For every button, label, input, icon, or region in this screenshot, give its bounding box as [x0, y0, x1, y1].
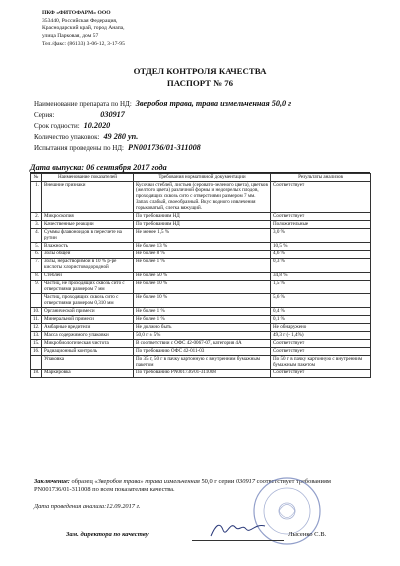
- row-indicator: Качественные реакции: [42, 221, 134, 229]
- row-indicator: Микробиологическая чистота: [42, 340, 134, 348]
- company-address-line: Краснодарский край, город Анапа,: [42, 25, 125, 32]
- table-row: [31, 258, 371, 272]
- col-header-indicator: Наименование показателей: [42, 174, 134, 182]
- row-requirement: Не менее 1,5 %: [134, 229, 271, 243]
- table-row: [31, 348, 371, 356]
- conclusion-label: Заключение:: [34, 478, 70, 485]
- series-label: Серия:: [34, 111, 55, 119]
- col-header-results: Результаты анализов: [271, 174, 371, 182]
- quantity-label: Количество упаковок:: [34, 133, 100, 141]
- row-indicator: Маркировка: [42, 369, 134, 377]
- signer-name: Лысенко С.В.: [288, 531, 327, 538]
- tests-line: [34, 143, 201, 153]
- row-indicator: Золы, нерастворимой в 10 % р-ре кислоты хлористоводородной: [42, 258, 134, 272]
- company-address-line: улица Парковая, дом 57: [42, 33, 99, 40]
- row-indicator: Амбарные вредители: [42, 324, 134, 332]
- series-line: [34, 110, 125, 120]
- row-result: 4,6 %: [271, 250, 371, 258]
- row-result: 5,6 %: [271, 294, 371, 308]
- signer-position: Зам. директора по качеству: [66, 531, 149, 538]
- signature-line: [192, 540, 284, 541]
- row-result: 1,5 %: [271, 280, 371, 294]
- row-indicator: Влажность: [42, 242, 134, 250]
- table-row: [31, 213, 371, 221]
- row-number: [31, 294, 42, 308]
- signature-scribble: [208, 518, 268, 540]
- table-row: [31, 324, 371, 332]
- table-row: [31, 272, 371, 280]
- row-number: 13.: [31, 332, 42, 340]
- row-number: 9.: [31, 280, 42, 294]
- table-row: [31, 316, 371, 324]
- row-requirement: В соответствии с ОФС 42-0067-07, категория 4А: [134, 340, 271, 348]
- row-indicator: Золы общей: [42, 250, 134, 258]
- row-result: Не обнаружено: [271, 324, 371, 332]
- expiry-line: [34, 121, 110, 131]
- row-requirement: По требованиям НД: [134, 213, 271, 221]
- tests-value: PN001736/01-311008: [128, 143, 201, 152]
- row-result: Соответствует: [271, 369, 371, 377]
- row-result: Положительные: [271, 221, 371, 229]
- row-requirement: 50,0 г ± 5%: [134, 332, 271, 340]
- product-label: Наименование препарата по НД:: [34, 100, 132, 108]
- col-header-number: №: [31, 174, 42, 182]
- row-result: 34,8 %: [271, 272, 371, 280]
- row-requirement: По требованию PN001736/01-311008: [134, 369, 271, 377]
- table-row: [31, 221, 371, 229]
- row-requirement: Не более 10 %: [134, 294, 271, 308]
- row-number: 3.: [31, 221, 42, 229]
- row-number: 6.: [31, 250, 42, 258]
- row-number: 2.: [31, 213, 42, 221]
- row-result: 0,4 %: [271, 308, 371, 316]
- product-line: [34, 99, 291, 109]
- row-indicator: Радиационный контроль: [42, 348, 134, 356]
- row-indicator: Частиц, проходящих сквозь сито с отверстиями размером 0,310 мм: [42, 294, 134, 308]
- row-number: 10.: [31, 308, 42, 316]
- table-row: [31, 340, 371, 348]
- company-phone: Тел./факс: (86133) 3-06-12, 3-17-95: [42, 40, 125, 47]
- row-indicator: Упаковка: [42, 356, 134, 370]
- row-result: Соответствует: [271, 213, 371, 221]
- table-row: [31, 369, 371, 377]
- row-requirement: Не более 13 %: [134, 242, 271, 250]
- col-header-requirements: Требования нормативной документации: [134, 174, 271, 182]
- passport-title: ПАСПОРТ № 76: [166, 78, 234, 88]
- row-number: 15.: [31, 340, 42, 348]
- row-number: 16.: [31, 348, 42, 356]
- expiry-label: Срок годности:: [34, 122, 80, 130]
- row-number: 8.: [31, 272, 42, 280]
- company-address-line: 353440, Российская Федерация,: [42, 17, 118, 24]
- product-value: Зверобоя трава, трава измельченная 50,0 г: [135, 99, 292, 108]
- row-indicator: Масса содержимого упаковки: [42, 332, 134, 340]
- department-title: ОТДЕЛ КОНТРОЛЯ КАЧЕСТВА: [133, 66, 267, 76]
- row-number: 7.: [31, 258, 42, 272]
- row-indicator: Внешние признаки: [42, 181, 134, 212]
- row-requirement: Не более 1 %: [134, 258, 271, 272]
- row-result: 3,0 %: [271, 229, 371, 243]
- row-number: [31, 356, 42, 370]
- table-row: [31, 308, 371, 316]
- quantity-line: [34, 132, 138, 142]
- tests-label: Испытания проведены по НД:: [34, 144, 124, 152]
- conclusion-text: соответствует требованиям PN001736/01-311008 по всем показателям качества.: [34, 478, 331, 493]
- row-result: 0,1 %: [271, 316, 371, 324]
- row-indicator: Минеральной примеси: [42, 316, 134, 324]
- quality-table: [30, 173, 371, 378]
- table-row: [31, 356, 371, 370]
- row-requirement: Не должно быть: [134, 324, 271, 332]
- table-row: [31, 332, 371, 340]
- row-indicator: Стеблей: [42, 272, 134, 280]
- issue-date: Дата выпуска: 06 сентября 2017 года: [30, 163, 167, 172]
- row-requirement: Кусочки стеблей, листьев (серовато-зеленого цвета), цветков (желтого цвета) различной формы и недозрелых плодов, проходящих сквозь сито с отверстиями размером 7 мм. Запах слабый, своеобразный. Вкус водного извлечения горьковатый, слегка вяжущий.: [134, 181, 271, 212]
- row-requirement: Не более 50 %: [134, 272, 271, 280]
- row-requirement: Не более 8 %: [134, 250, 271, 258]
- table-row: [31, 250, 371, 258]
- row-requirement: Не более 1 %: [134, 308, 271, 316]
- expiry-value: 10.2020: [83, 121, 111, 130]
- conclusion-text: образец: [69, 478, 95, 485]
- row-result: Соответствует: [271, 348, 371, 356]
- company-header: [42, 10, 125, 49]
- row-indicator: Органической примеси: [42, 308, 134, 316]
- row-requirement: Не более 10 %: [134, 280, 271, 294]
- row-requirement: По требованиям НД: [134, 221, 271, 229]
- row-indicator: Частиц, не проходящих сквозь сито с отверстиями размером 7 мм: [42, 280, 134, 294]
- row-indicator: Микроскопия: [42, 213, 134, 221]
- row-indicator: Суммы флавоноидов в пересчете на рутин: [42, 229, 134, 243]
- row-result: Соответствует: [271, 181, 371, 212]
- conclusion-text: 50,0 г серии: [199, 478, 236, 485]
- table-header-row: [31, 174, 371, 182]
- table-row: [31, 294, 371, 308]
- row-result: Соответствует: [271, 340, 371, 348]
- row-requirement: По 35 г, 50 г в пачку картонную с внутренним бумажным пакетом: [134, 356, 271, 370]
- row-requirement: Не более 1 %: [134, 316, 271, 324]
- row-number: 5.: [31, 242, 42, 250]
- table-row: [31, 229, 371, 243]
- row-result: По 50 г в пачку картонную с внутренним бумажным пакетом: [271, 356, 371, 370]
- table-row: [31, 280, 371, 294]
- row-number: 1.: [31, 181, 42, 212]
- conclusion-series: 030917: [235, 478, 256, 485]
- row-number: 4.: [31, 229, 42, 243]
- quantity-value: 49 280 уп.: [103, 132, 139, 141]
- row-number: 11.: [31, 316, 42, 324]
- row-result: 49,3 г (- 1,4%): [271, 332, 371, 340]
- analysis-date: Дата проведения анализа:12.09.2017 г.: [34, 503, 141, 510]
- row-result: 10,5 %: [271, 242, 371, 250]
- row-result: 0,3 %: [271, 258, 371, 272]
- row-number: 18.: [31, 369, 42, 377]
- series-value: 030917: [100, 110, 125, 119]
- row-requirement: По требованию ОФС 42-011-03: [134, 348, 271, 356]
- row-number: 12.: [31, 324, 42, 332]
- table-row: [31, 242, 371, 250]
- table-row: [31, 181, 371, 212]
- conclusion-product: «Зверобоя трава» трава измельченная: [94, 478, 200, 485]
- company-name: ПКФ «ФИТОФАРМ» ООО: [42, 10, 111, 16]
